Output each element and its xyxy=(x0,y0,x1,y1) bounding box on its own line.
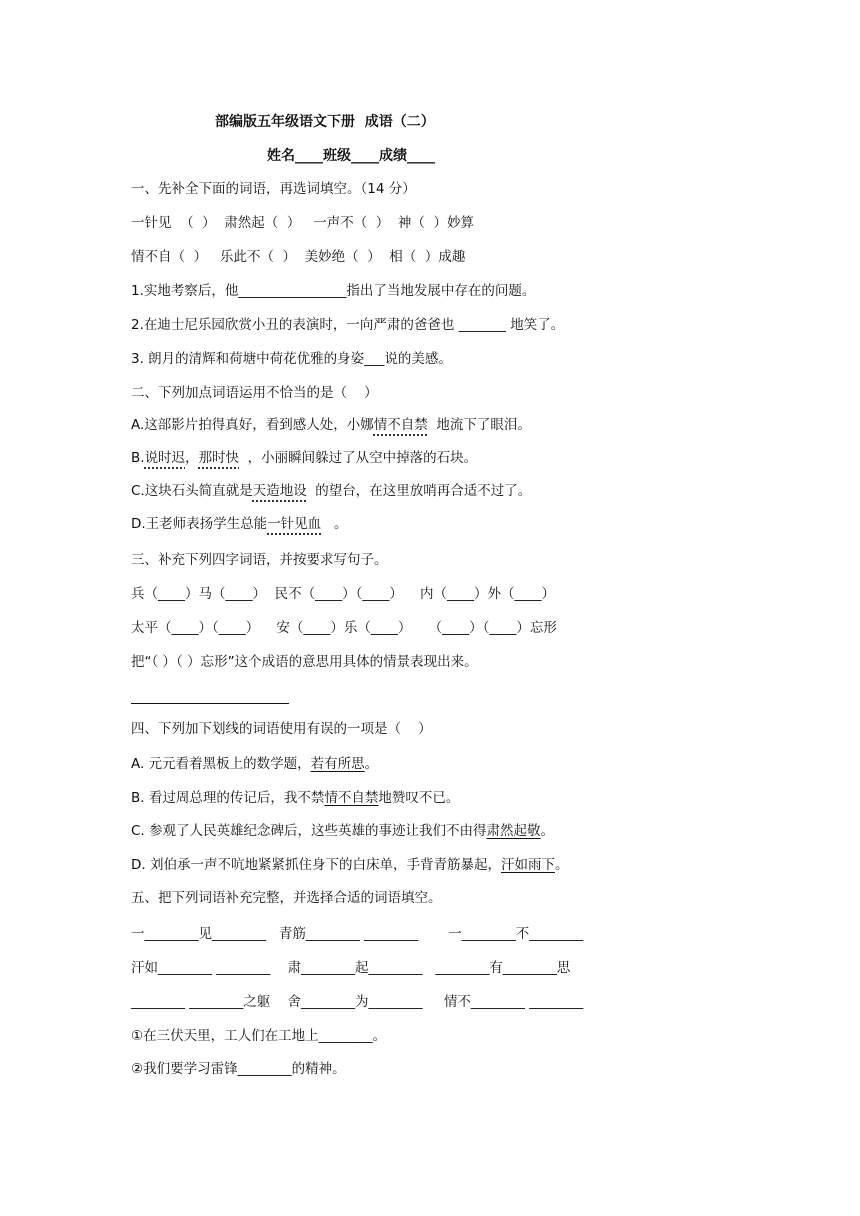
option-text: C. 参观了人民英雄纪念碑后，这些英雄的事迹让我们不由得 xyxy=(131,823,487,839)
dotted-idiom: 那时快 xyxy=(198,450,240,466)
student-info-line: 姓名____班级____成绩____ xyxy=(267,148,435,164)
answer-line xyxy=(131,703,289,704)
section-2-option-d xyxy=(131,515,348,533)
section-2-option-a xyxy=(131,416,531,434)
underlined-idiom: 汗如雨下 xyxy=(500,857,555,873)
option-text: ，小丽瞬间躲过了从空中掉落的石块。 xyxy=(239,450,478,466)
option-text: ， xyxy=(185,450,199,466)
option-text: 。 xyxy=(321,516,348,532)
option-text: 地流下了眼泪。 xyxy=(427,417,531,433)
dotted-idiom: 一针见血 xyxy=(267,516,322,532)
section-4-option-b xyxy=(131,789,459,807)
option-text: 的望台，在这里放哨再合适不过了。 xyxy=(306,483,532,499)
option-text: B. 看过周总理的传记后，我不禁 xyxy=(131,790,325,806)
section-5-heading: 五、把下列词语补充完整，并选择合适的词语填空。 xyxy=(131,890,442,906)
section-1-question-2: 2.在迪士尼乐园欣赏小丑的表演时，一向严肃的爸爸也 _______ 地笑了。 xyxy=(131,317,565,333)
section-1-question-3: 3. 朗月的清辉和荷塘中荷花优雅的身姿___说的美感。 xyxy=(131,351,452,367)
section-2-option-c xyxy=(131,482,531,500)
underlined-idiom: 情不自禁 xyxy=(324,790,379,806)
dotted-idiom: 情不自禁 xyxy=(373,417,428,433)
section-5-words-row-2: 汗如________ ________ 肃________起________ ________有________思 xyxy=(131,960,571,976)
option-text: D.王老师表扬学生总能 xyxy=(131,516,268,532)
option-text: 。 xyxy=(554,857,569,873)
page-title: 部编版五年级语文下册 成语（二） xyxy=(215,114,435,130)
section-4-option-d xyxy=(131,856,568,874)
section-4-option-c xyxy=(131,822,554,840)
option-text: 。 xyxy=(364,756,379,772)
section-1-heading: 一、先补全下面的词语，再选词填空。（14 分） xyxy=(131,181,416,197)
option-text: B. xyxy=(131,450,145,466)
section-4-heading: 四、下列加下划线的词语使用有误的一项是（ ） xyxy=(131,721,432,737)
underlined-idiom: 若有所思 xyxy=(310,756,365,772)
option-text: C.这块石头简直就是 xyxy=(131,483,253,499)
section-4-option-a xyxy=(131,755,378,773)
section-3-idioms-row-1: 兵（____）马（____） 民不（____）（____） 内（____）外（____） xyxy=(131,586,555,602)
section-3-heading: 三、补充下列四字词语，并按要求写句子。 xyxy=(131,552,388,568)
section-3-instruction: 把“（ ）（ ）忘形”这个成语的意思用具体的情景表现出来。 xyxy=(131,654,478,670)
section-5-question-1: ①在三伏天里，工人们在工地上________。 xyxy=(131,1028,387,1044)
section-2-heading: 二、下列加点词语运用不恰当的是（ ） xyxy=(131,385,378,401)
section-1-words-row-1: 一针见 （ ） 肃然起（ ） 一声不（ ） 神（ ）妙算 xyxy=(131,215,474,231)
option-text: 。 xyxy=(540,823,555,839)
section-2-option-b xyxy=(131,449,477,467)
section-1-question-1: 1.实地考察后，他________________指出了当地发展中存在的问题。 xyxy=(131,283,536,299)
underlined-idiom: 肃然起敬 xyxy=(486,823,541,839)
option-text: 地赞叹不已。 xyxy=(378,790,460,806)
dotted-idiom: 天造地设 xyxy=(252,483,307,499)
section-1-words-row-2: 情不自（ ） 乐此不（ ） 美妙绝（ ） 相（ ）成趣 xyxy=(131,249,466,265)
option-text: A. 元元看着黑板上的数学题， xyxy=(131,756,311,772)
option-text: D. 刘伯承一声不吭地紧紧抓住身下的白床单，手背青筋暴起， xyxy=(131,857,501,873)
section-5-words-row-3: ________ ________之躯 舍________为________ 情不________ ________ xyxy=(131,994,584,1010)
section-5-words-row-1: 一________见________ 青筋________ ________ 一________不________ xyxy=(131,926,584,942)
option-text: A.这部影片拍得真好，看到感人处，小娜 xyxy=(131,417,374,433)
section-3-idioms-row-2: 太平（____）（____） 安（____）乐（____） （____）（____）忘形 xyxy=(131,620,557,636)
dotted-idiom: 说时迟 xyxy=(144,450,186,466)
section-5-question-2: ②我们要学习雷锋________的精神。 xyxy=(131,1061,346,1077)
